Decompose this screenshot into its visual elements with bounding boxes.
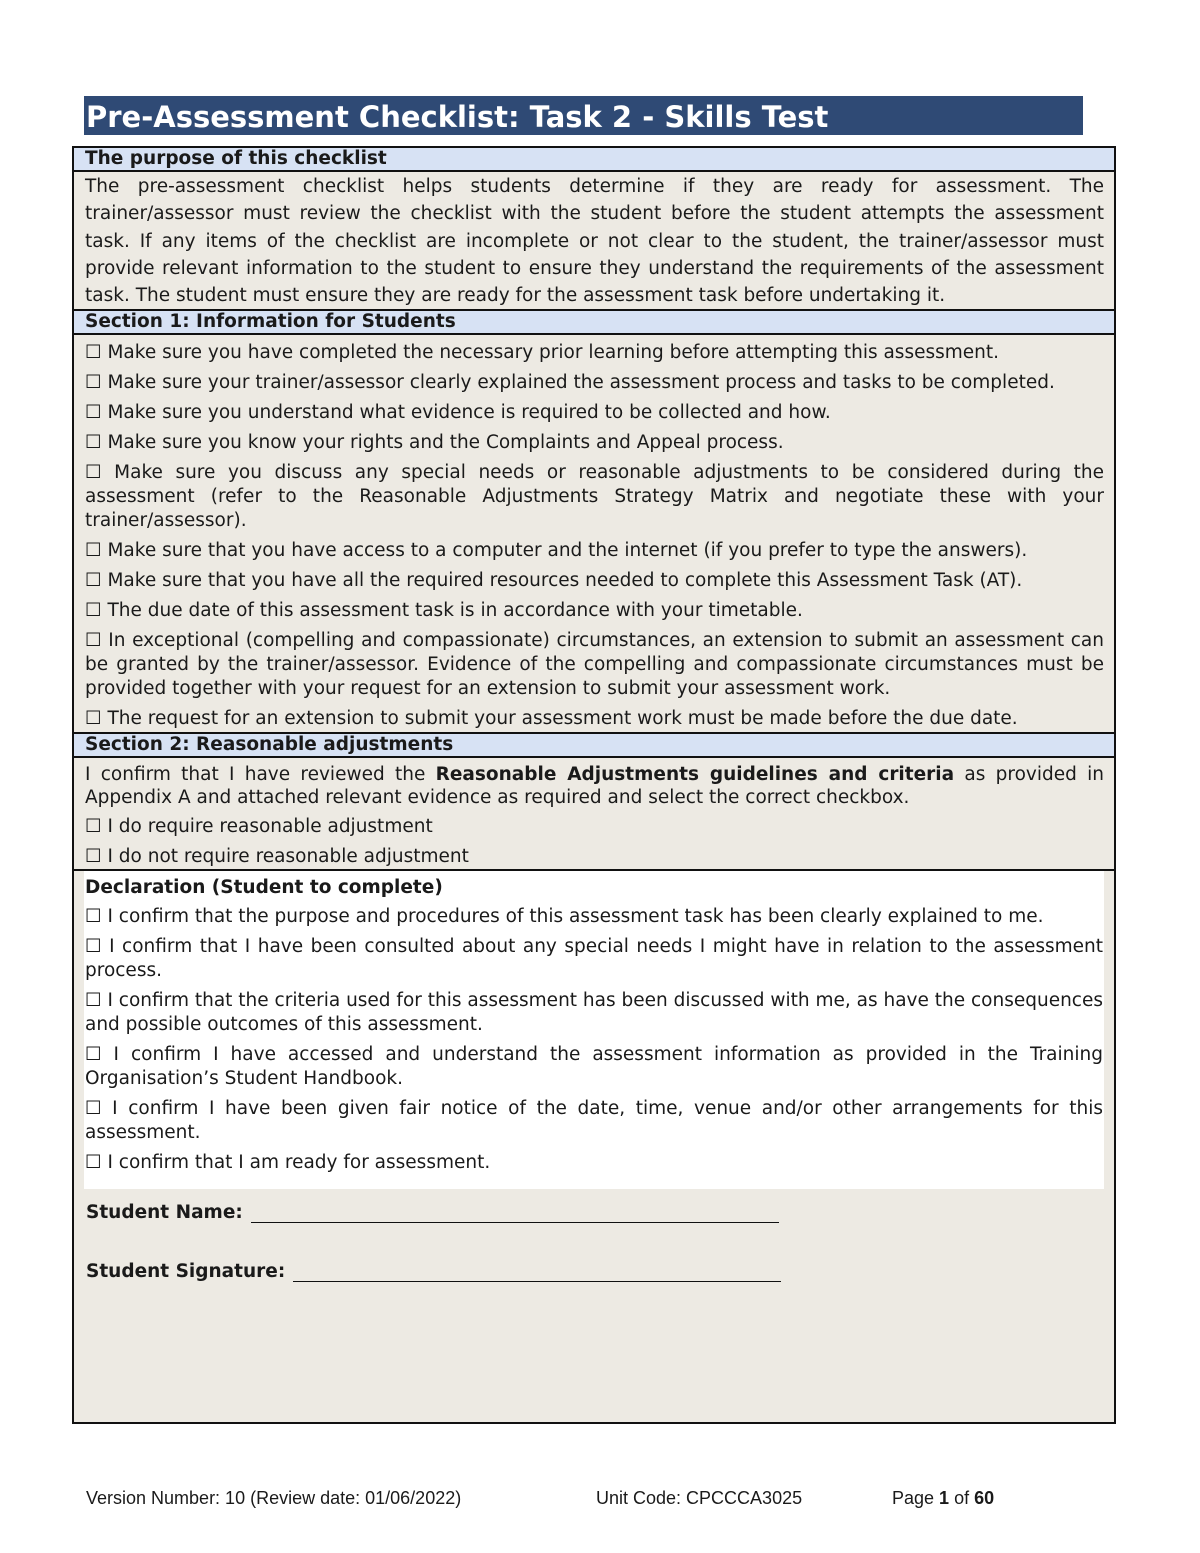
section2-heading: Section 2: Reasonable adjustments — [74, 732, 1114, 758]
page-current: 1 — [939, 1488, 950, 1508]
student-name-row — [86, 1197, 1104, 1223]
declaration-item[interactable]: ☐ I confirm that the criteria used for this assessment has been discussed with me, as have the consequences and possible outcomes of this assessment. — [85, 990, 1103, 1036]
student-name-label: Student Name: — [86, 1202, 243, 1224]
declaration-item[interactable]: ☐ I confirm that I have been consulted about any special needs I might have in relation to the assessment process. — [85, 936, 1103, 982]
footer-page-number — [892, 1486, 994, 1510]
checklist-item[interactable]: ☐ In exceptional (compelling and compassionate) circumstances, an extension to submit an assessment can be granted by the trainer/assessor. Evidence of the compelling and compassionate circumstances must be provided together with your request for an extension to submit your assessment work. — [85, 630, 1104, 700]
adjustment-option-not-required[interactable]: ☐ I do not require reasonable adjustment — [85, 846, 469, 868]
adjustment-option-required[interactable]: ☐ I do require reasonable adjustment — [85, 816, 433, 838]
declaration-heading: Declaration (Student to complete) — [85, 877, 443, 899]
checklist-item[interactable]: ☐ Make sure you know your rights and the Complaints and Appeal process. — [85, 432, 784, 454]
declaration-item[interactable]: ☐ I confirm that I am ready for assessment. — [85, 1152, 491, 1174]
checklist-item[interactable]: ☐ Make sure that you have all the required resources needed to complete this Assessment Task (AT). — [85, 570, 1023, 592]
student-signature-field[interactable] — [293, 1261, 781, 1282]
title-bar — [84, 96, 1083, 135]
checklist-item[interactable]: ☐ The request for an extension to submit your assessment work must be made before the due date. — [85, 708, 1018, 730]
checklist-item[interactable]: ☐ Make sure you have completed the necessary prior learning before attempting this assessment. — [85, 342, 1000, 364]
section2-content — [74, 758, 1114, 869]
declaration-section — [74, 869, 1114, 1282]
checklist-item[interactable]: ☐ Make sure your trainer/assessor clearly explained the assessment process and tasks to be completed. — [85, 372, 1055, 394]
section2-intro-end: as provided in Appendix A and attached relevant evidence as required and select the correct checkbox. — [85, 764, 1104, 809]
declaration-item[interactable]: ☐ I confirm I have accessed and understand the assessment information as provided in the Training Organisation’s Student Handbook. — [85, 1044, 1103, 1090]
page-title: Pre-Assessment Checklist: Task 2 - Skills Test — [86, 100, 829, 134]
page-prefix: Page — [892, 1488, 940, 1508]
declaration-item[interactable]: ☐ I confirm I have been given fair notice of the date, time, venue and/or other arrangements for this assessment. — [85, 1098, 1103, 1144]
checklist-item[interactable]: ☐ Make sure that you have access to a computer and the internet (if you prefer to type the answers). — [85, 540, 1028, 562]
signature-area — [74, 1197, 1114, 1282]
footer-unit-code: Unit Code: CPCCCA3025 — [596, 1488, 803, 1508]
checklist-item[interactable]: ☐ Make sure you understand what evidence is required to be collected and how. — [85, 402, 831, 424]
declaration-box — [84, 871, 1104, 1189]
purpose-heading: The purpose of this checklist — [74, 148, 1114, 172]
student-signature-row — [86, 1256, 1104, 1282]
declaration-item[interactable]: ☐ I confirm that the purpose and procedures of this assessment task has been clearly explained to me. — [85, 906, 1044, 928]
student-name-field[interactable] — [251, 1202, 779, 1223]
checklist-item[interactable]: ☐ The due date of this assessment task is in accordance with your timetable. — [85, 600, 803, 622]
section2-intro — [85, 763, 1104, 809]
checklist-table — [72, 146, 1116, 1424]
checklist-item[interactable]: ☐ Make sure you discuss any special needs or reasonable adjustments to be considered during the assessment (refer to the Reasonable Adjustments Strategy Matrix and negotiate these with your trainer/assessor). — [85, 462, 1104, 532]
student-signature-label: Student Signature: — [86, 1261, 286, 1283]
page-total: 60 — [974, 1488, 995, 1508]
purpose-text: The pre-assessment checklist helps students determine if they are ready for assessment. The trainer/assessor must review the checklist with the student before the student attempts the assessment task. If any items of the checklist are incomplete or not clear to the student, the trainer/assessor must provide relevant information to the student to ensure they understand the requirements of the assessment task. The student must ensure they are ready for the assessment task before undertaking it. — [85, 176, 1104, 307]
section2-intro-start: I confirm that I have reviewed the — [85, 764, 436, 786]
section1-heading: Section 1: Information for Students — [74, 309, 1114, 335]
section2-intro-bold: Reasonable Adjustments guidelines and criteria — [435, 764, 955, 786]
section1-items — [74, 335, 1114, 731]
footer-version: Version Number: 10 (Review date: 01/06/2022) — [86, 1488, 462, 1508]
page-of: of — [949, 1488, 975, 1508]
